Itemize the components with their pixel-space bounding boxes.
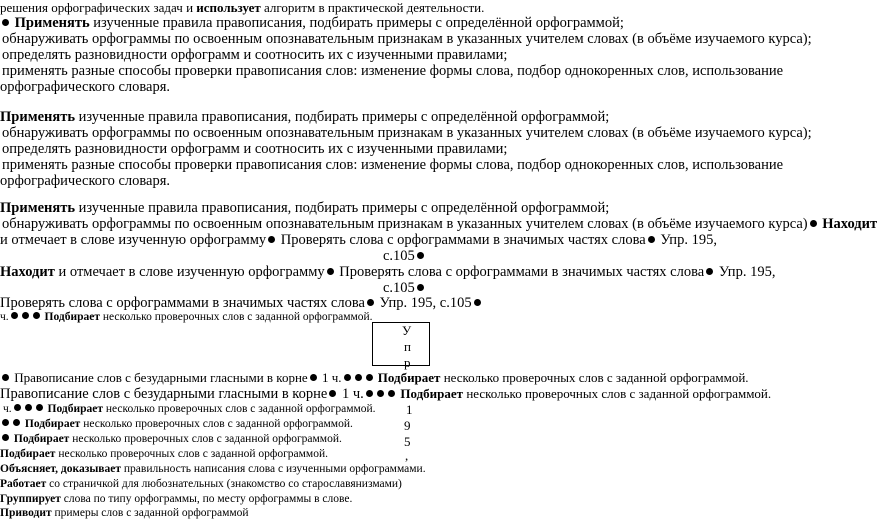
box-letter: п	[404, 339, 411, 354]
text-line: определять разновидности орфограмм и соотносить их с изученными правилами;	[2, 141, 508, 157]
text-line: применять разные способы проверки правописания слов: изменение формы слова, подбор однокоренных слов, использование	[2, 157, 784, 173]
text-line: обнаруживать орфограммы по освоенным опознавательным признакам в указанных учителем словах (в объёме изучаемого курса) Находит	[2, 216, 877, 232]
bullet-icon	[33, 312, 40, 319]
bullet-icon	[367, 299, 374, 306]
text-line: Применять изученные правила правописания, подбирать примеры с определённой орфограммой;	[0, 200, 610, 216]
bullet-icon	[36, 404, 43, 411]
text-line: Группирует слова по типу орфограммы, по месту орфограммы в слове.	[0, 493, 353, 505]
bullet-icon	[417, 284, 424, 291]
text-line: Применять изученные правила правописания, подбирать примеры с определённой орфограммой;	[0, 109, 610, 125]
bullet-icon	[388, 390, 395, 397]
text-line: орфографического словаря.	[0, 79, 171, 95]
text-line: ч. Подбирает несколько проверочных слов с заданной орфограммой.	[3, 403, 376, 415]
side-char: 9	[404, 418, 411, 433]
bullet-icon	[14, 404, 21, 411]
text-line: орфографического словаря.	[0, 173, 171, 189]
side-char: 1	[406, 402, 413, 417]
bullet-icon	[2, 19, 9, 26]
text-line: Работает со страничкой для любознательных (знакомство со старославянизмами)	[0, 478, 402, 490]
bullet-icon	[417, 252, 424, 259]
text-line: Подбирает несколько проверочных слов с заданной орфограммой.	[0, 434, 342, 446]
side-char: ,	[405, 448, 409, 463]
bullet-icon	[327, 268, 334, 275]
text-line: Правописание слов с безударными гласными в корне 1 ч. Подбирает несколько проверочных слов с заданной орфограммой.	[0, 386, 772, 402]
bullet-icon	[474, 299, 481, 306]
box-letter: У	[402, 323, 412, 338]
text-line: Находит и отмечает в слове изученную орфограмму Проверять слова с орфограммами в значимых частях слова Упр. 195,	[0, 264, 776, 280]
bullet-icon	[648, 236, 655, 243]
letter-box	[372, 322, 430, 366]
text-line: с.105	[383, 281, 426, 296]
bullet-icon	[366, 390, 373, 397]
text-line: с.105	[383, 249, 426, 264]
bullet-icon	[13, 419, 20, 426]
bullet-icon	[355, 374, 362, 381]
text-line: ч. Подбирает несколько проверочных слов с заданной орфограммой.	[0, 311, 373, 323]
bullet-icon	[810, 220, 817, 227]
text-line: Подбирает несколько проверочных слов с заданной орфограммой.	[0, 448, 328, 460]
bullet-icon	[329, 390, 336, 397]
text-line: Правописание слов с безударными гласными в корне 1 ч. Подбирает несколько проверочных слов с заданной орфограммой.	[0, 371, 749, 384]
bullet-icon	[268, 236, 275, 243]
bullet-icon	[2, 434, 9, 441]
text-line: Объясняет, доказывает правильность написания слова с изученными орфограммами.	[0, 463, 426, 475]
bullet-icon	[2, 419, 9, 426]
text-line: решения орфографических задач и использует алгоритм в практической деятельности.	[0, 0, 485, 15]
bullet-icon	[2, 374, 9, 381]
bullet-icon	[366, 374, 373, 381]
text-line: определять разновидности орфограмм и соотносить их с изученными правилами;	[2, 47, 508, 63]
text-line: Подбирает несколько проверочных слов с заданной орфограммой.	[0, 419, 353, 431]
text-line: Приводит примеры слов с заданной орфограммой	[0, 507, 249, 519]
text-line: Проверять слова с орфограммами в значимых частях слова Упр. 195, с.105	[0, 296, 483, 311]
text-line: обнаруживать орфограммы по освоенным опознавательным признакам в указанных учителем словах (в объёме изучаемого курса);	[2, 31, 812, 47]
bullet-icon	[22, 312, 29, 319]
bullet-icon	[310, 374, 317, 381]
text-line: применять разные способы проверки правописания слов: изменение формы слова, подбор однокоренных слов, использование	[2, 63, 784, 79]
side-char: 5	[404, 434, 411, 449]
text-line: и отмечает в слове изученную орфограмму Проверять слова с орфограммами в значимых частях слова Упр. 195,	[0, 232, 717, 248]
box-letter: р	[404, 355, 411, 370]
text-line: Применять изученные правила правописания, подбирать примеры с определённой орфограммой;	[0, 16, 624, 31]
bullet-icon	[706, 268, 713, 275]
text-line: обнаруживать орфограммы по освоенным опознавательным признакам в указанных учителем словах (в объёме изучаемого курса);	[2, 125, 812, 141]
bullet-icon	[11, 312, 18, 319]
bullet-icon	[377, 390, 384, 397]
bullet-icon	[25, 404, 32, 411]
bullet-icon	[344, 374, 351, 381]
